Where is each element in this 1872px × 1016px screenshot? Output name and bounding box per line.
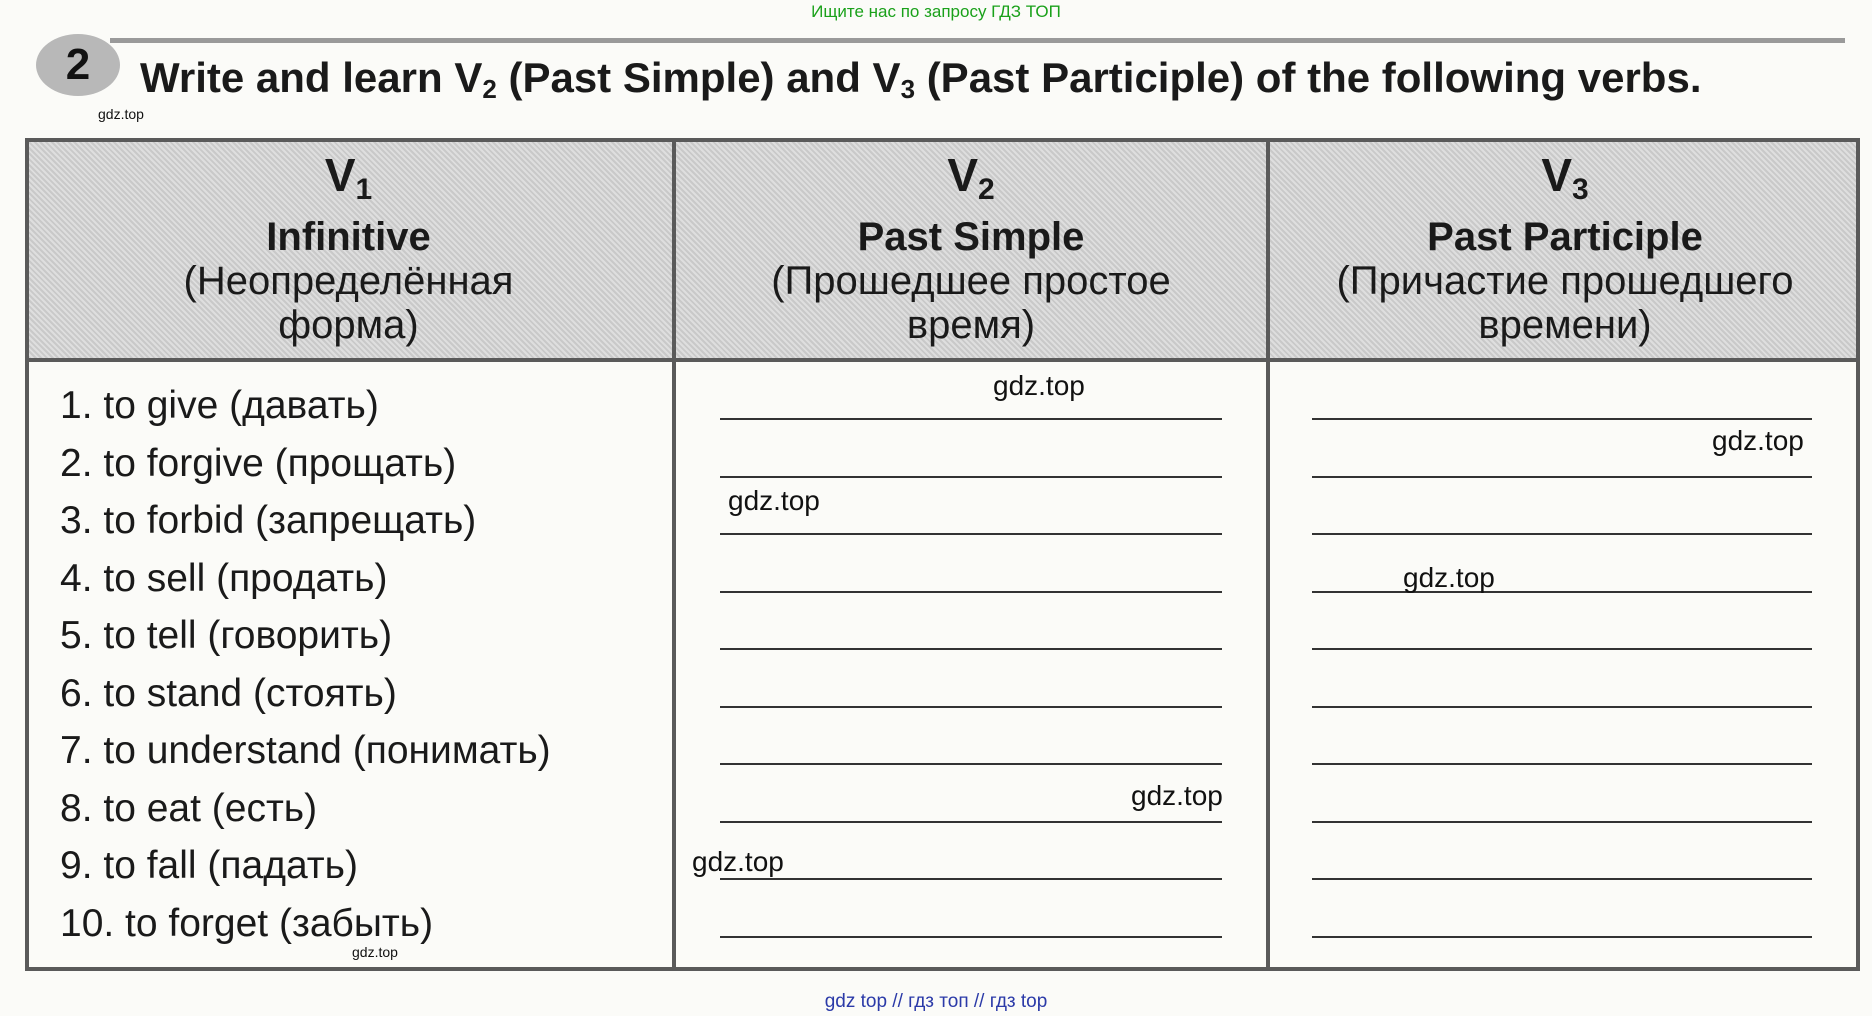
watermark-text: gdz.top (993, 370, 1085, 401)
answer-blank-line[interactable] (720, 936, 1222, 938)
answer-blank-line[interactable] (720, 763, 1222, 765)
answer-blank-line[interactable] (1312, 648, 1812, 650)
answer-blank-line[interactable] (1312, 936, 1812, 938)
top-banner-text[interactable]: Ищите нас по запросу ГДЗ ТОП (811, 2, 1061, 21)
answer-blank-line[interactable] (1312, 878, 1812, 880)
answer-blank-line[interactable] (720, 706, 1222, 708)
watermark-text: gdz.top (728, 485, 820, 516)
answer-blank-line[interactable] (720, 648, 1222, 650)
answer-blank-line[interactable] (1312, 533, 1812, 535)
header-rule-line (110, 38, 1845, 43)
bottom-banner-text[interactable]: gdz top // гдз топ // гдз top (824, 991, 1048, 1012)
verb-row: 10. to forget (забыть) (60, 901, 434, 945)
exercise-title: Write and learn $V_2$ (Past Simple) and $V_3$ (Past Participle) of the following verbs. (140, 54, 1702, 104)
answer-blank-line[interactable] (1312, 476, 1812, 478)
watermark-text: gdz.top (98, 106, 144, 122)
verb-row: 6. to stand (стоять) (60, 671, 397, 715)
answer-blank-line[interactable] (1312, 591, 1812, 593)
watermark-text: gdz.top (1131, 780, 1223, 811)
verb-list (60, 377, 551, 952)
verb-row: 9. to fall (падать) (60, 844, 358, 887)
watermark-text: gdz.top (1403, 562, 1495, 593)
column-header-v1: $V_1$ Infinitive (Неопределённая форма) (183, 149, 514, 347)
watermark-text: gdz.top (1712, 425, 1804, 456)
answer-blank-line[interactable] (720, 476, 1222, 478)
verb-row: 8. to eat (есть) (60, 786, 318, 830)
verb-row: 3. to forbid (запрещать) (60, 499, 477, 542)
table-header-divider (25, 358, 1860, 362)
verb-row: 5. to tell (говорить) (60, 614, 393, 657)
answer-blank-line[interactable] (720, 821, 1222, 823)
verb-row: 1. to give (давать) (60, 384, 379, 427)
verb-row: 7. to understand (понимать) (60, 729, 551, 772)
answer-blank-line[interactable] (720, 878, 1222, 880)
answer-blank-line[interactable] (1312, 418, 1812, 420)
answer-blank-line[interactable] (720, 418, 1222, 420)
column-header-v3: $V_3$ Past Participle (Причастие прошедшего времени) (1336, 149, 1794, 347)
answer-blank-line[interactable] (720, 533, 1222, 535)
column-header-v2: $V_2$ Past Simple (Прошедшее простое время) (771, 149, 1171, 347)
exercise-number-badge: 2 (36, 34, 120, 96)
watermark-text: gdz.top (352, 944, 398, 960)
verb-row: 2. to forgive (прощать) (60, 441, 457, 485)
answer-blank-line[interactable] (720, 591, 1222, 593)
verb-row: 4. to sell (продать) (60, 556, 388, 600)
answer-blank-line[interactable] (1312, 763, 1812, 765)
answer-blank-line[interactable] (1312, 821, 1812, 823)
answer-blank-line[interactable] (1312, 706, 1812, 708)
watermark-text: gdz.top (692, 846, 784, 877)
